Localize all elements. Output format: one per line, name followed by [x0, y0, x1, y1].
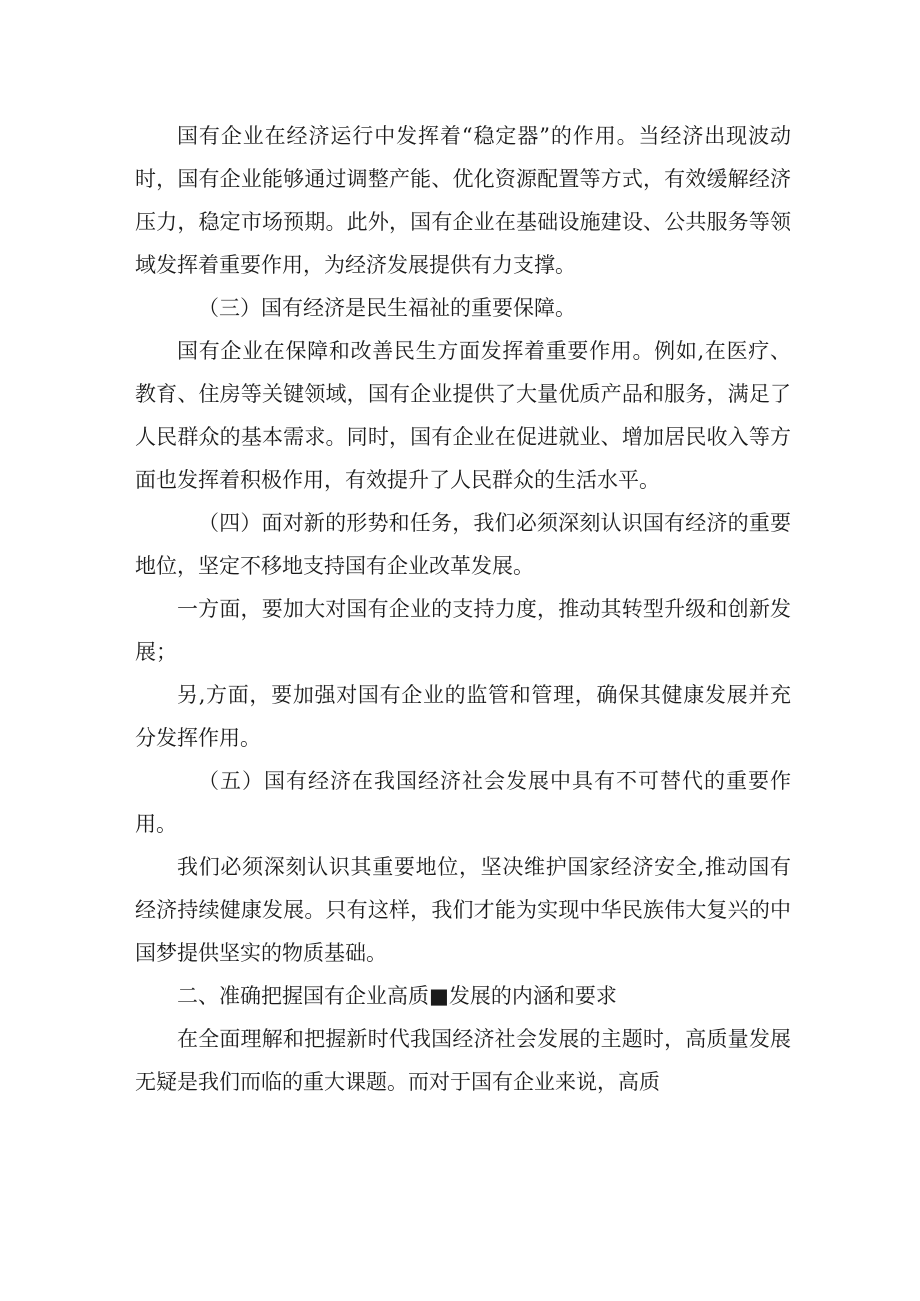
document-body	[135, 115, 791, 1104]
section-heading-3: （三）国有经济是民生福祉的重要保障。	[198, 296, 576, 320]
paragraph-one-hand: 一方面，要加大对国有企业的支持力度，推动其转型升级和创新发展；	[135, 597, 791, 664]
paragraph-livelihood: 国有企业在保障和改善民生方面发挥着重要作用。例如,在医疗、教育、住房等关键领域，国有企业提供了大量优质产品和服务，满足了人民群众的基本需求。同时，国有企业在促进就业、增加居民收入等方面也发挥着积极作用，有效提升了人民群众的生活水平。	[135, 339, 791, 492]
section-heading-4: （四）面对新的形势和任务，我们必须深刻认识国有经济的重要地位，坚定不移地支持国有企业改革发展。	[135, 511, 791, 578]
paragraph-conclusion: 我们必须深刻认识其重要地位，坚决维护国家经济安全,推动国有经济持续健康发展。只有这样，我们才能为实现中华民族伟大复兴的中国梦提供坚实的物质基础。	[135, 855, 791, 965]
chapter-heading-2: 二、准确把握国有企业高质■发展的内涵和要求	[177, 984, 617, 1008]
paragraph-high-quality: 在全面理解和把握新时代我国经济社会发展的主题时，高质量发展无疑是我们而临的重大课题。而对于国有企业来说，高质	[135, 1027, 791, 1094]
section-heading-5: （五）国有经济在我国经济社会发展中具有不可替代的重要作用。	[135, 769, 791, 836]
paragraph-stabilizer: 国有企业在经济运行中发挥着“稳定器”的作用。当经济出现波动时，国有企业能够通过调整产能、优化资源配置等方式，有效缓解经济压力，稳定市场预期。此外，国有企业在基础设施建设、公共服务等领域发挥着重要作用，为经济发展提供有力支撑。	[135, 124, 791, 277]
paragraph-other-hand: 另,方面，要加强对国有企业的监管和管理，确保其健康发展并充分发挥作用。	[135, 683, 791, 750]
